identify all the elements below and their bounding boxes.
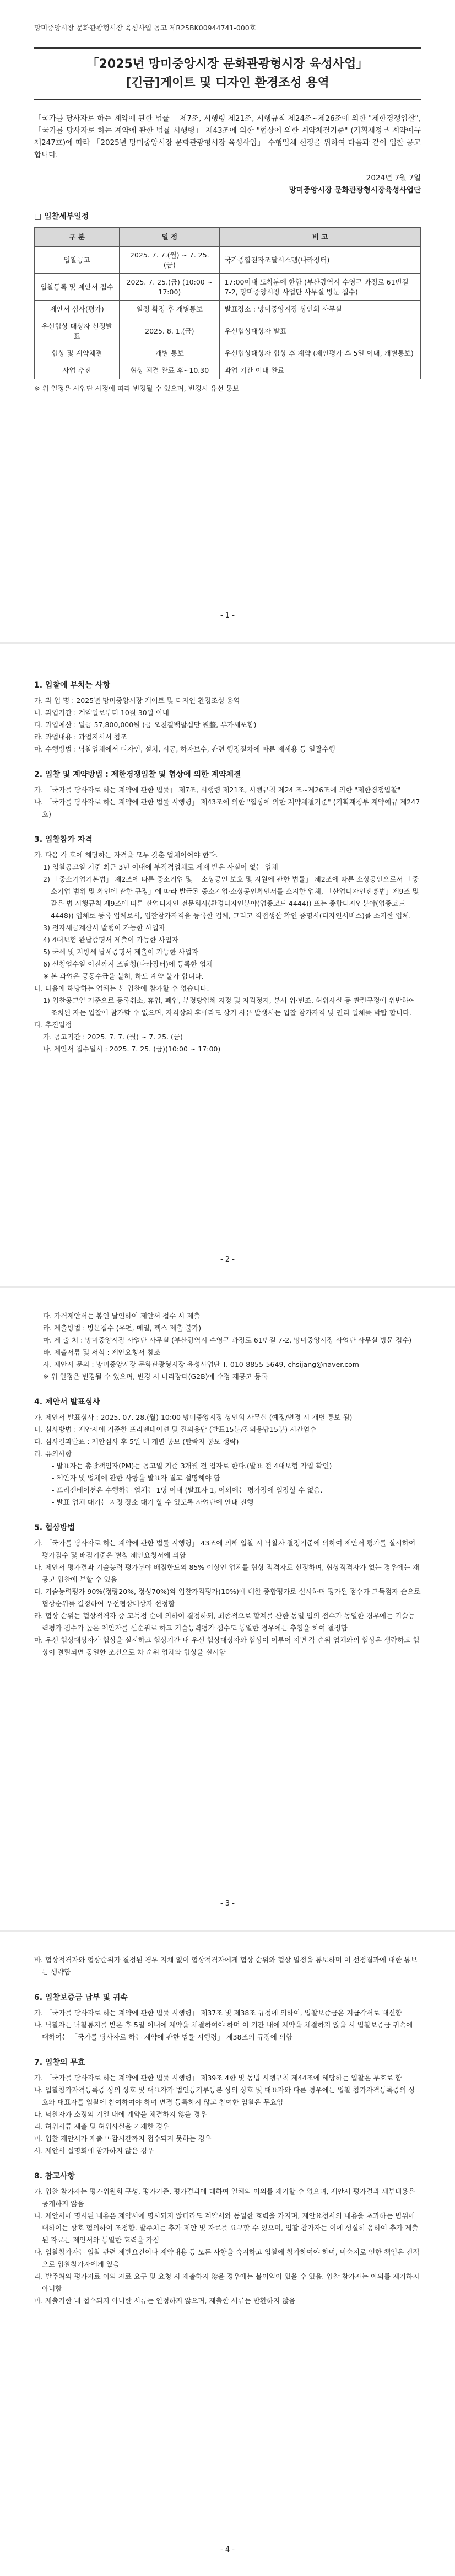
list-item: 라. 과업내용 : 과업지시서 참조 — [34, 733, 127, 741]
list-item: 나. 제안서에 명시된 내용은 계약서에 명시되지 않더라도 계약서와 동일한 효력을 가지며, 제안요청서의 내용을 초과하는 범위에 대하여는 상호 협의하여 조정함. 발주처는 추가 제안 및 자료를 요구할 수 있으며, 입찰 참가자는 이에 성실히 응하여 추가 제출된 자료는 제안서와 동일한 효력을 가짐 — [34, 2212, 419, 2244]
list-item: 가. 제안서 발표심사 : 2025. 07. 28.(월) 10:00 망미중앙시장 상인회 사무실 (예정/변경 시 개별 통보 됨) — [34, 1413, 353, 1421]
list-item: 가. 「국가를 당사자로 하는 계약에 관한 법률 시행령」 제37조 및 제38조 규정에 의하여, 입찰보증금은 지급각서로 대신함 — [34, 2009, 402, 2017]
page-number: - 4 - — [220, 2546, 235, 2554]
list-item: 가. 공고기간 : 2025. 7. 7. (월) ~ 7. 25. (금) — [43, 1033, 183, 1041]
list-item: 4) 4대보험 완납증명서 제출이 가능한 사업자 — [43, 936, 178, 944]
section-4-heading: 4. 제안서 발표심사 — [34, 1398, 100, 1407]
section-8-heading: 8. 참고사항 — [34, 2172, 75, 2181]
list-item: 마. 우선 협상대상자가 협상을 실시하고 협상기간 내 우선 협상대상자와 협상이 이루어 지면 각 순위 업체와의 협상은 생략하고 협상이 결렬되면 동일한 조건으로 차 순위 업체와 협상을 실시함 — [34, 1636, 420, 1656]
schedule-heading: □ 입찰세부일정 — [34, 212, 89, 221]
cell-note: 우선협상대상자 협상 후 계약 (제안평가 후 5일 이내, 개별통보) — [220, 345, 421, 362]
col-header-category: 구 분 — [35, 228, 120, 247]
cell-category: 사업 추진 — [35, 362, 120, 379]
section-2-heading: 2. 입찰 및 계약방법 : 제한경쟁입찰 및 협상에 의한 계약체결 — [34, 770, 241, 779]
table-row — [35, 318, 421, 345]
list-item: 1) 입찰공고일 기준 최근 3년 이내에 부적격업체로 제재 받은 사실이 없는 업체 — [43, 863, 278, 871]
list-item: 나. 과업기간 : 계약일로부터 10월 30일 이내 — [34, 709, 169, 717]
list-item: 나. 제안서 접수일시 : 2025. 7. 25. (금)(10:00 ~ 17:00) — [43, 1045, 221, 1053]
list-item: 바. 협상적격자와 협상순위가 결정된 경우 지체 없이 협상적격자에게 협상 순위와 협상 일정을 통보하며 이 선정결과에 대한 통보는 생략함 — [34, 1956, 418, 1976]
page-3 — [0, 1288, 455, 1930]
section-6-heading: 6. 입찰보증금 납부 및 귀속 — [34, 1993, 128, 2002]
list-item: 바. 제출서류 및 서식 : 제안요청서 참조 — [43, 1348, 161, 1356]
list-item: 다. 기술능력평가 90%(정량20%, 정성70%)와 입찰가격평가(10%)에 대한 종합평가로 실시하며 평가된 점수가 고득점자 순으로 협상순위를 결정하여 우선협상대상자 선정함 — [34, 1587, 421, 1608]
list-item: 마. 제출기한 내 접수되지 아니한 서류는 인정하지 않으며, 제출한 서류는 반환하지 않음 — [34, 2296, 296, 2305]
cell-date: 2025. 8. 1.(금) — [120, 318, 220, 345]
cell-category: 입찰등록 및 제안서 접수 — [35, 274, 120, 301]
list-item: 다. 낙찰자가 소정의 기일 내에 계약을 체결하지 않을 경우 — [34, 2110, 207, 2118]
list-item: 다. 가격제안서는 봉인 날인하여 제안서 접수 시 제출 — [43, 1312, 201, 1320]
title-box — [34, 47, 421, 100]
list-item: 라. 제출방법 : 방문접수 (우편, 메일, 팩스 제출 불가) — [43, 1324, 202, 1332]
list-item: 다. 추진일정 — [34, 1021, 72, 1029]
list-item: 라. 유의사항 — [34, 1450, 72, 1458]
list-item: 가. 다음 각 호에 해당하는 자격을 모두 갖춘 업체이어야 한다. — [34, 851, 218, 859]
title-line-2: [긴급]게이트 및 디자인 환경조성 용역 — [126, 76, 329, 90]
list-item: 가. 과 업 명 : 2025년 망미중앙시장 게이트 및 디자인 환경조성 용역 — [34, 696, 240, 705]
notice-number: 망미중앙시장 문화관광형시장 육성사업 공고 제R25BK00944741-000호 — [34, 24, 256, 32]
schedule-footnote: ※ 위 일정은 사업단 사정에 따라 변경될 수 있으며, 변경시 유선 통보 — [34, 384, 240, 393]
table-row — [35, 301, 421, 318]
page-4 — [0, 1932, 455, 2576]
list-item: 가. 「국가를 당사자로 하는 계약에 관한 법률 시행령」 43조에 의해 입찰 시 낙찰자 결정기준에 의하여 제안서 평가를 실시하여 평가점수 및 배점기준은 별첨 제안요청서에 의함 — [34, 1539, 416, 1559]
page-number: - 3 - — [220, 1899, 235, 1908]
list-item: 다. 입찰참가자는 입찰 관련 제반요건이나 계약내용 등 모든 사항을 숙지하고 입찰에 참가하여야 하며, 미숙지로 인한 책임은 전적으로 입찰참가자에게 있음 — [34, 2248, 420, 2268]
cell-note: 과업 기간 이내 완료 — [220, 362, 421, 379]
cell-note: 17:00이내 도착분에 한함 (부산광역시 수영구 과정로 61번길 7-2, 망미중앙시장 사업단 사무실 방문 접수) — [220, 274, 421, 301]
list-item: - 발표 업체 대기는 지정 장소 대기 할 수 있도록 사업단에 안내 진행 — [52, 1498, 254, 1506]
section-1-heading: 1. 입찰에 부치는 사항 — [34, 681, 110, 690]
list-item: 1) 입찰공고일 기준으로 등록취소, 휴업, 폐업, 부정당업체 지정 및 자격정지, 분서 위·변조, 허위사실 등 관련규정에 위반하여 조치된 자는 입찰에 참가할 수 없으며, 자격상의 후에라도 상기 사유 발생시는 입찰 참가자격 및 권리 일체를 박탈 합니다. — [43, 996, 415, 1017]
list-item: 다. 과업예산 : 일금 57,800,000원 (금 오천칠백팔십만 원整, 부가세포함) — [34, 721, 257, 729]
page-2 — [0, 644, 455, 1286]
cell-date: 2025. 7. 7.(월) ~ 7. 25.(금) — [120, 247, 220, 274]
list-item: - 발표자는 총괄책임자(PM)는 공고일 기준 3개월 전 업자로 한다.(발표 전 4대보험 가입 확인) — [52, 1462, 332, 1470]
list-item: 다. 심사결과발표 : 제안심사 후 5일 내 개별 통보 (탈락자 통보 생략) — [34, 1437, 239, 1446]
section-5-heading: 5. 협상방법 — [34, 1523, 75, 1532]
title-line-1: 「2025년 망미중앙시장 문화관광형시장 육성사업」 — [86, 57, 369, 71]
notice-date: 2024년 7월 7일 — [366, 174, 421, 183]
list-item: 나. 입찰참가자격등록증 상의 상호 및 대표자가 법인등기부등본 상의 상호 및 대표자와 다른 경우에는 입찰 참가자격등록증의 상호와 대표자를 입찰에 참여하여야 하며 변경 등록하지 않고 참여한 입찰은 무효임 — [34, 2086, 415, 2106]
list-item: 마. 제 출 처 : 망미중앙시장 사업단 사무실 (부산광역시 수영구 과정로 61번길 7-2, 망미중앙시장 사업단 사무실 방문 접수) — [43, 1336, 412, 1344]
cell-note: 국가종합전자조달시스템(나라장터) — [220, 247, 421, 274]
list-item: 6) 신청업수일 이전까지 조달청(나라장터)에 등록한 업체 — [43, 960, 213, 968]
list-item: ※ 본 과업은 공동수급을 불허, 하도 계약 불가 합니다. — [43, 972, 204, 980]
list-item: 5) 국세 및 지방세 납세증명서 제출이 가능한 사업자 — [43, 948, 199, 956]
list-item: 가. 「국가를 당사자로 하는 계약에 관한 법률 시행령」 제39조 4항 및 동법 시행규칙 제44조에 해당하는 입찰은 무효로 함 — [34, 2074, 402, 2082]
cell-category: 입찰공고 — [35, 247, 120, 274]
list-item: 가. 입찰 참가자는 평가위원회 구성, 평가기준, 평가결과에 대하여 일체의 이의를 제기할 수 없으며, 제안서 평가결과 세부내용은 공개하지 않음 — [34, 2187, 415, 2208]
col-header-date: 일 정 — [120, 228, 220, 247]
cell-date: 개별 통보 — [120, 345, 220, 362]
col-header-note: 비 고 — [220, 228, 421, 247]
notice-org: 망미중앙시장 문화관광형시장육성사업단 — [289, 186, 421, 195]
list-item: 사. 제안서 문의 : 망미중앙시장 문화관광형시장 육성사업단 T. 010-8855-5649, chsijang@naver.com — [43, 1360, 359, 1368]
table-row — [35, 247, 421, 274]
cell-date: 2025. 7. 25.(금) (10:00 ~ 17:00) — [120, 274, 220, 301]
list-item: 가. 「국가를 당사자로 하는 계약에 관한 법률」 제7조, 시행령 제21조, 시행규칙 제24 조~제26조에 의한 "제한경쟁입찰" — [34, 786, 401, 794]
list-item: ※ 위 일정은 변경될 수 있으며, 변경 시 나라장터(G2B)에 수정 재공고 등록 — [43, 1372, 268, 1381]
cell-category: 협상 및 계약체결 — [35, 345, 120, 362]
list-item: 나. 「국가를 당사자로 하는 계약에 관한 법률 시행령」 제43조에 의한 "협상에 의한 계약체결기준" (기획재정부 계약예규 제247호) — [34, 798, 420, 818]
list-item: - 제안자 및 업체에 관한 사항을 발표자 질고 설명해야 함 — [52, 1474, 220, 1482]
list-item: 2) 「중소기업기본법」 제2조에 따른 중소기업 및 「소상공인 보호 및 지원에 관한 법률」 제2조에 따른 소상공인으로서 「중소기업 범위 및 확인에 관한 규정」에 따라 발급된 중소기업·소상공인확인서를 소지한 업체, 「산업디자인진흥법」제9조 및 같은 법 시행규칙 제9조에 따른 산업디자인 전문회사(환경디자인분야(업종코드 4444)) 또는 종합디자인분야(업종코드 4448)) 업체로 등록 업체로서, 입찰참가자격을 등록한 업체, 그리고 직접생산 확인 증명서(디자인서비스)를 소지한 업체. — [43, 875, 419, 920]
list-item: - 프리젠테이션은 수행하는 업체는 1명 이내 (발표자 1, 이외에는 평가장에 입장할 수 없음. — [52, 1486, 323, 1494]
page-number: - 1 - — [220, 611, 235, 620]
schedule-table — [34, 227, 421, 379]
list-item: 라. 발주처의 평가자료 이외 자료 요구 및 요청 시 제출하지 않을 경우에는 불이익이 있을 수 있음. 입찰 참가자는 이의를 제기하지 아니함 — [34, 2272, 420, 2293]
cell-note: 우선협상대상자 발표 — [220, 318, 421, 345]
cell-date: 일정 확정 후 개별통보 — [120, 301, 220, 318]
list-item: 나. 낙찰자는 낙찰통지를 받은 후 5일 이내에 계약을 체결하여야 하며 이 기간 내에 계약을 체결하지 않을 시 입찰보증금 귀속에 대하여는 「국가를 당사자로 하는 계약에 관한 법률 시행령」 제38조의 규정에 의함 — [34, 2021, 413, 2041]
page-number: - 2 - — [220, 1255, 235, 1264]
list-item: 3) 전자세금계산서 발행이 가능한 사업자 — [43, 924, 165, 932]
list-item: 라. 허위서류 제출 및 허위사실을 기재한 경우 — [34, 2122, 170, 2130]
cell-category: 제안서 심사(평가) — [35, 301, 120, 318]
cell-category: 우선협상 대상자 선정발표 — [35, 318, 120, 345]
cell-date: 협상 체결 완료 후~10.30 — [120, 362, 220, 379]
list-item: 나. 다음에 해당하는 업체는 본 입찰에 참가할 수 없습니다. — [34, 984, 209, 992]
section-3-heading: 3. 입찰참가 자격 — [34, 835, 93, 844]
page-1 — [0, 0, 455, 642]
table-row — [35, 362, 421, 379]
list-item: 라. 협상 순위는 협상적격자 중 고득점 순에 의하여 결정하되, 최종적으로 합계를 산한 동일 입의 점수가 동일한 경우에는 기술능력평가 점수가 높은 제안자를 선순위로 하고 기술능력평가 점수도 동일한 경우에는 추첨을 하여 결정함 — [34, 1612, 415, 1632]
list-item: 나. 제안서 평가결과 기술능력 평가분야 배점한도의 85% 이상인 업체를 협상 적격자로 선정하며, 협상적격자가 없는 경우에는 재공고 입찰에 부할 수 있음 — [34, 1563, 420, 1584]
list-item: 마. 입찰 제안서가 제출 마감시간까지 접수되지 못하는 경우 — [34, 2134, 212, 2143]
list-item: 사. 제안서 설명회에 참가하지 않은 경우 — [34, 2146, 154, 2155]
table-row — [35, 274, 421, 301]
intro-paragraph: 「국가를 당사자로 하는 계약에 관한 법률」 제7조, 시행령 제21조, 시행규칙 제24조~제26조에 의한 "제한경쟁입찰", 「국가를 당사자로 하는 계약에 관한 법률 시행령」 제43조에 의한 "협상에 의한 계약체결기준" (기획재정부 계약예규 제247호)에 따라 「2025년 망미중앙시장 문화관광형시장 육성사업」 수행업체 선정을 위하여 다음과 같이 입찰 공고합니다. — [34, 114, 421, 159]
list-item: 나. 심사방법 : 제안서에 기준한 프리젠테이션 및 질의응답 (발표15분/질의응답15분) 시간엄수 — [34, 1425, 317, 1434]
cell-note: 발표장소 : 망미중앙시장 상인회 사무실 — [220, 301, 421, 318]
section-7-heading: 7. 입찰의 무효 — [34, 2058, 85, 2067]
list-item: 마. 수행방법 : 낙찰업체에서 디자인, 설치, 시공, 하자보수, 관련 행정절차에 따른 제세용 등 일괄수행 — [34, 745, 335, 753]
table-row — [35, 345, 421, 362]
